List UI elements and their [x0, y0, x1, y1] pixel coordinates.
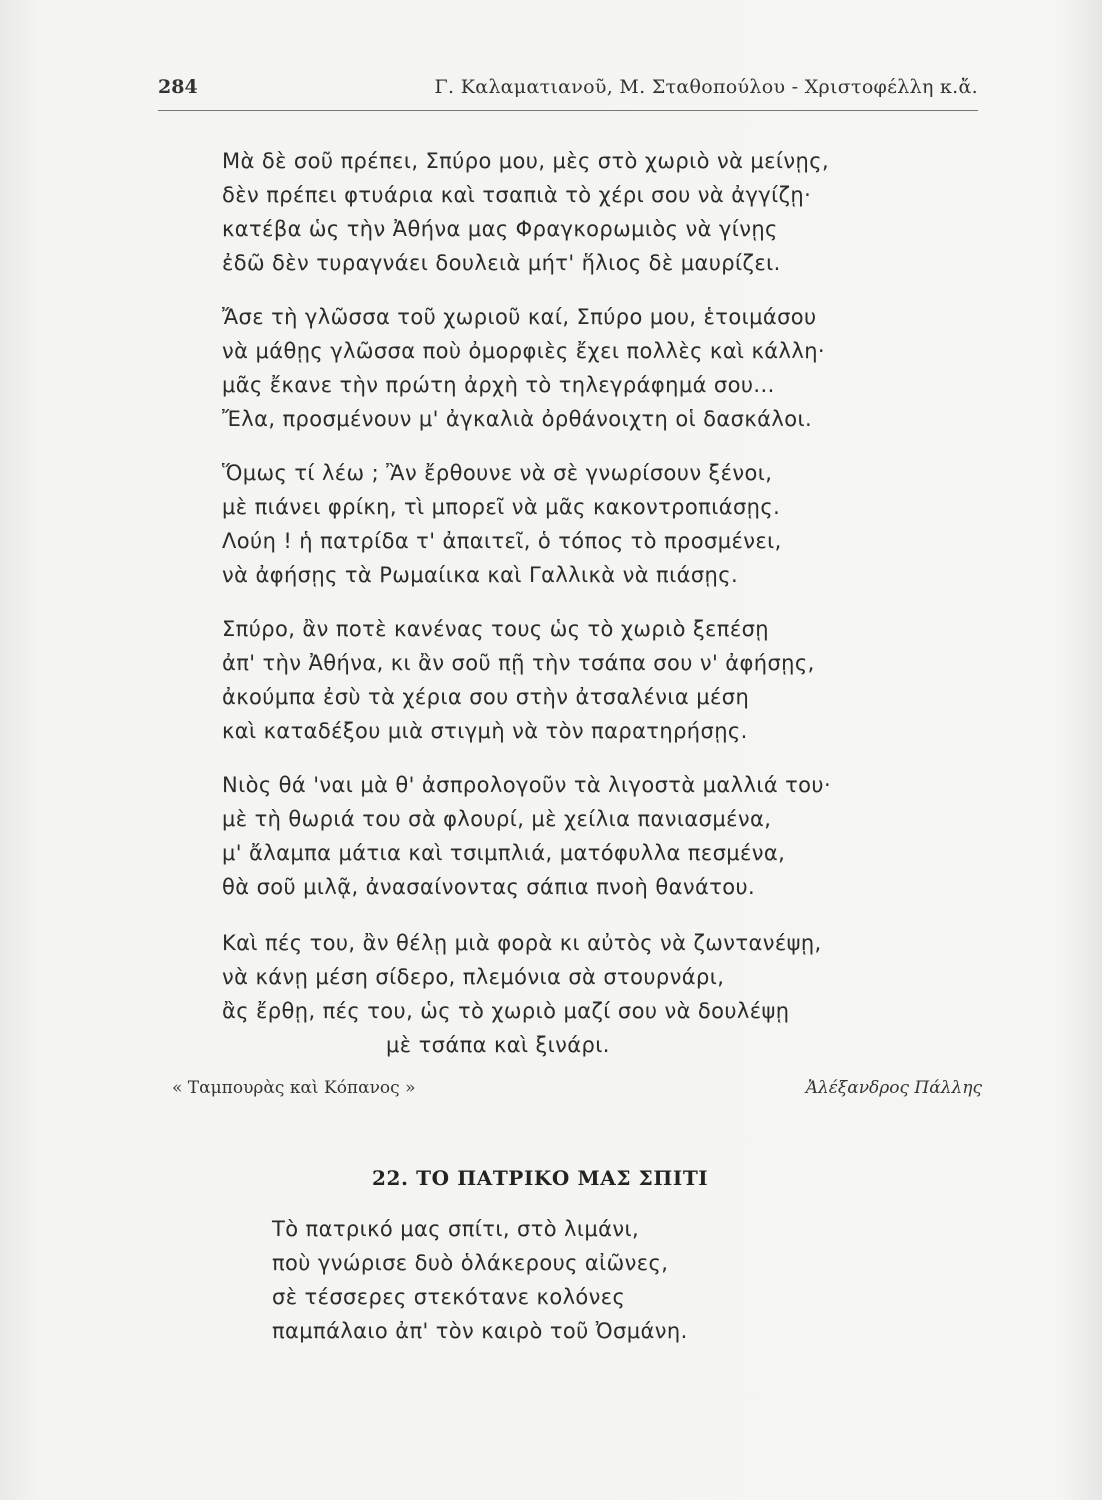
section-title: 22. ΤΟ ΠΑΤΡΙΚΟ ΜΑΣ ΣΠΙΤΙ — [372, 1166, 709, 1190]
verse-line: Μὰ δὲ σοῦ πρέπει, Σπύρο μου, μὲς στὸ χωριὸ νὰ μείνῃς, — [222, 149, 830, 173]
verse-line: σὲ τέσσερες στεκότανε κολόνες — [272, 1285, 626, 1309]
verse-line: μὲ τὴ θωριά του σὰ φλουρί, μὲ χείλια πανιασμένα, — [222, 807, 772, 831]
verse-line: κατέβα ὡς τὴν Ἀθήνα μας Φραγκορωμιὸς νὰ γίνῃς — [222, 217, 778, 241]
page-number: 284 — [158, 76, 198, 98]
verse-last-line: μὲ τσάπα καὶ ξινάρι. — [386, 1033, 610, 1057]
verse-line: νὰ ἀφήσῃς τὰ Ρωμαίικα καὶ Γαλλικὰ νὰ πιάσῃς. — [222, 563, 739, 587]
verse-line: Τὸ πατρικό μας σπίτι, στὸ λιμάνι, — [272, 1217, 640, 1241]
author-name: Ἀλέξανδρος Πάλλης — [805, 1078, 982, 1098]
stanza-1 — [222, 144, 829, 280]
verse-line: Ἔλα, προσμένουν μ' ἀγκαλιὰ ὀρθάνοιχτη οἱ δασκάλοι. — [222, 407, 813, 431]
attribution — [172, 1078, 982, 1108]
stanza-section-22 — [272, 1212, 688, 1348]
verse-line: μᾶς ἔκανε τὴν πρώτη ἀρχὴ τὸ τηλεγράφημά σου... — [222, 373, 775, 397]
verse-line: μὲ πιάνει φρίκη, τὶ μπορεῖ νὰ μᾶς κακοντροπιάσῃς. — [222, 495, 781, 519]
stanza-3 — [222, 456, 782, 592]
stanza-4 — [222, 612, 815, 748]
verse-line: καὶ καταδέξου μιὰ στιγμὴ νὰ τὸν παρατηρήσῃς. — [222, 719, 748, 743]
verse-line: νὰ μάθῃς γλῶσσα ποὺ ὀμορφιὲς ἔχει πολλὲς καὶ κάλλη· — [222, 339, 825, 363]
verse-line: Καὶ πές του, ἂν θέλῃ μιὰ φορὰ κι αὐτὸς νὰ ζωντανέψῃ, — [222, 931, 822, 955]
verse-line: Ὅμως τί λέω ; Ἂν ἔρθουνε νὰ σὲ γνωρίσουν ξένοι, — [222, 461, 773, 485]
verse-line: μ' ἄλαμπα μάτια καὶ τσιμπλιά, ματόφυλλα πεσμένα, — [222, 841, 786, 865]
verse-line: Νιὸς θά 'ναι μὰ θ' ἀσπρολογοῦν τὰ λιγοστὰ μαλλιά του· — [222, 773, 832, 797]
verse-line: ἀπ' τὴν Ἀθήνα, κι ἂν σοῦ πῇ τὴν τσάπα σου ν' ἀφήσῃς, — [222, 651, 815, 675]
verse-line: ἀκούμπα ἐσὺ τὰ χέρια σου στὴν ἀτσαλένια μέση — [222, 685, 750, 709]
header-rule — [158, 110, 978, 111]
verse-line: Ἄσε τὴ γλῶσσα τοῦ χωριοῦ καί, Σπύρο μου, ἑτοιμάσου — [222, 305, 817, 329]
stanza-5 — [222, 768, 831, 904]
stanza-6 — [222, 926, 822, 1062]
verse-line: παμπάλαιο ἀπ' τὸν καιρὸ τοῦ Ὀσμάνη. — [272, 1319, 688, 1343]
page-header — [158, 74, 978, 104]
verse-line: Σπύρο, ἂν ποτὲ κανένας τους ὡς τὸ χωριὸ ξεπέσῃ — [222, 617, 770, 641]
verse-line: νὰ κάνῃ μέση σίδερο, πλεμόνια σὰ στουρνάρι, — [222, 965, 725, 989]
stanza-2 — [222, 300, 825, 436]
verse-line: Λούη ! ἡ πατρίδα τ' ἀπαιτεῖ, ὁ τόπος τὸ προσμένει, — [222, 529, 782, 553]
verse-line: θὰ σοῦ μιλᾷ, ἀνασαίνοντας σάπια πνοὴ θανάτου. — [222, 875, 756, 899]
verse-line: δὲν πρέπει φτυάρια καὶ τσαπιὰ τὸ χέρι σου νὰ ἀγγίζῃ· — [222, 183, 812, 207]
verse-line: ποὺ γνώρισε δυὸ ὁλάκερους αἰῶνες, — [272, 1251, 669, 1275]
verse-line: ἐδῶ δὲν τυραγνάει δουλειὰ μήτ' ἥλιος δὲ μαυρίζει. — [222, 251, 781, 275]
running-head: Γ. Καλαματιανοῦ, Μ. Σταθοπούλου - Χριστοφέλλη κ.ἄ. — [434, 76, 978, 98]
source-title: « Ταμπουρὰς καὶ Κόπανος » — [172, 1078, 416, 1098]
verse-line: ἂς ἔρθῃ, πές του, ὡς τὸ χωριὸ μαζί σου νὰ δουλέψῃ — [222, 999, 790, 1023]
